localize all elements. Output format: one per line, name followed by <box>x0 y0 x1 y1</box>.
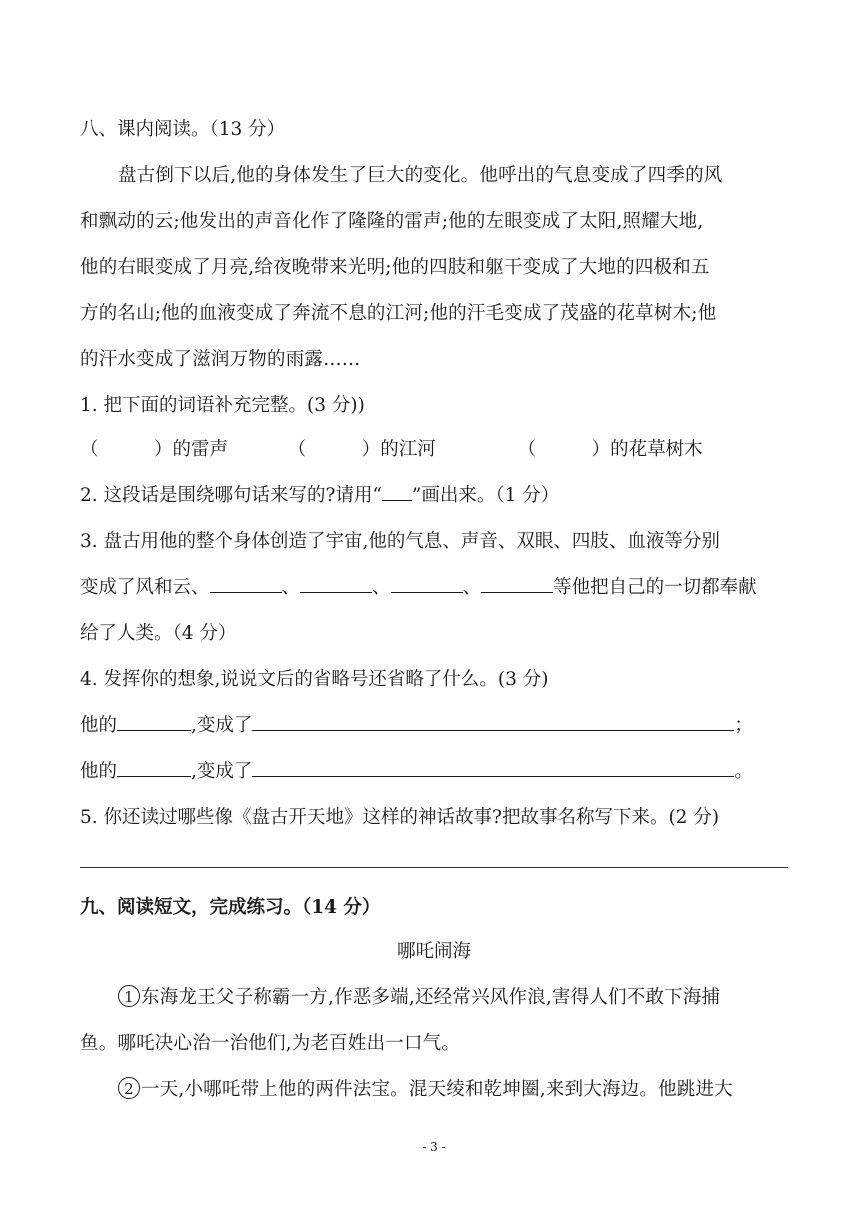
question-4: 4. 发挥你的想象,说说文后的省略号还省略了什么。(3 分) <box>80 669 549 690</box>
q3-answer-blank-2[interactable] <box>300 574 372 593</box>
question-4-row-1: 他的 ,变成了 ； <box>80 712 790 740</box>
passage-line-2: 和飘动的云;他发出的声音化作了隆隆的雷声;他的左眼变成了太阳,照耀大地, <box>80 211 704 232</box>
question-1: 1. 把下面的词语补充完整。(3 分)) <box>80 395 365 416</box>
q3-answer-blank-1[interactable] <box>210 574 282 593</box>
story-p1-line-2: 鱼。哪吒决心治一治他们,为老百姓出一口气。 <box>80 1033 461 1054</box>
story-title: 哪吒闹海 <box>396 941 471 962</box>
question-5: 5. 你还读过哪些像《盘古开天地》这样的神话故事?把故事名称写下来。(2 分) <box>80 807 720 828</box>
question-2: 2. 这段话是围绕哪句话来写的?请用“ ”画出来。（1 分） <box>80 482 790 510</box>
passage-line-1: 盘古倒下以后,他的身体发生了巨大的变化。他呼出的气息变成了四季的风 <box>118 165 723 186</box>
passage-line-3: 他的右眼变成了月亮,给夜晚带来光明;他的四肢和躯干变成了大地的四极和五 <box>80 257 710 278</box>
paragraph-number-1: 1 <box>118 985 140 1007</box>
q2-underline-mark <box>382 482 412 501</box>
question-1-items <box>80 436 790 464</box>
q4-row2-blank-part[interactable] <box>117 758 191 777</box>
story-p1-line-1: 1 东海龙王父子称霸一方,作恶多端,还经常兴风作浪,害得人们不敢下海捕 <box>118 984 828 1012</box>
q1-item-thunder[interactable]: （ ）的雷声 <box>80 439 229 460</box>
question-3-line-1: 3. 盘古用他的整个身体创造了宇宙,他的气息、声音、双眼、四肢、血液等分别 <box>80 531 720 552</box>
question-4-row-2: 他的 ,变成了 。 <box>80 758 790 786</box>
q4-row2-blank-result[interactable] <box>252 758 734 777</box>
q1-item-plants[interactable]: （ ）的花草树木 <box>517 439 703 460</box>
q3-answer-blank-3[interactable] <box>391 574 463 593</box>
question-3-line-3: 给了人类。（4 分） <box>80 623 237 644</box>
story-p2-line-1: 2 一天,小哪吒带上他的两件法宝。混天绫和乾坤圈,来到大海边。他跳进大 <box>118 1076 828 1104</box>
q3-answer-blank-4[interactable] <box>481 574 553 593</box>
question-3-line-2: 变成了风和云、 、 、 、 等他把自己的一切都奉献 <box>80 574 790 602</box>
q4-row1-blank-part[interactable] <box>117 712 191 731</box>
passage-line-5: 的汗水变成了滋润万物的雨露…… <box>80 349 361 370</box>
paragraph-number-2: 2 <box>118 1077 140 1099</box>
page-number: - 3 - <box>422 1140 446 1154</box>
section-9-heading: 九、阅读短文，完成练习。（14 分） <box>80 897 381 918</box>
section-8-heading: 八、课内阅读。（13 分） <box>80 119 286 140</box>
q1-item-river[interactable]: （ ）的江河 <box>287 439 436 460</box>
passage-line-4: 方的名山;他的血液变成了奔流不息的江河;他的汗毛变成了茂盛的花草树木;他 <box>80 303 717 324</box>
q4-row1-blank-result[interactable] <box>252 712 734 731</box>
answer-line[interactable] <box>80 867 788 868</box>
